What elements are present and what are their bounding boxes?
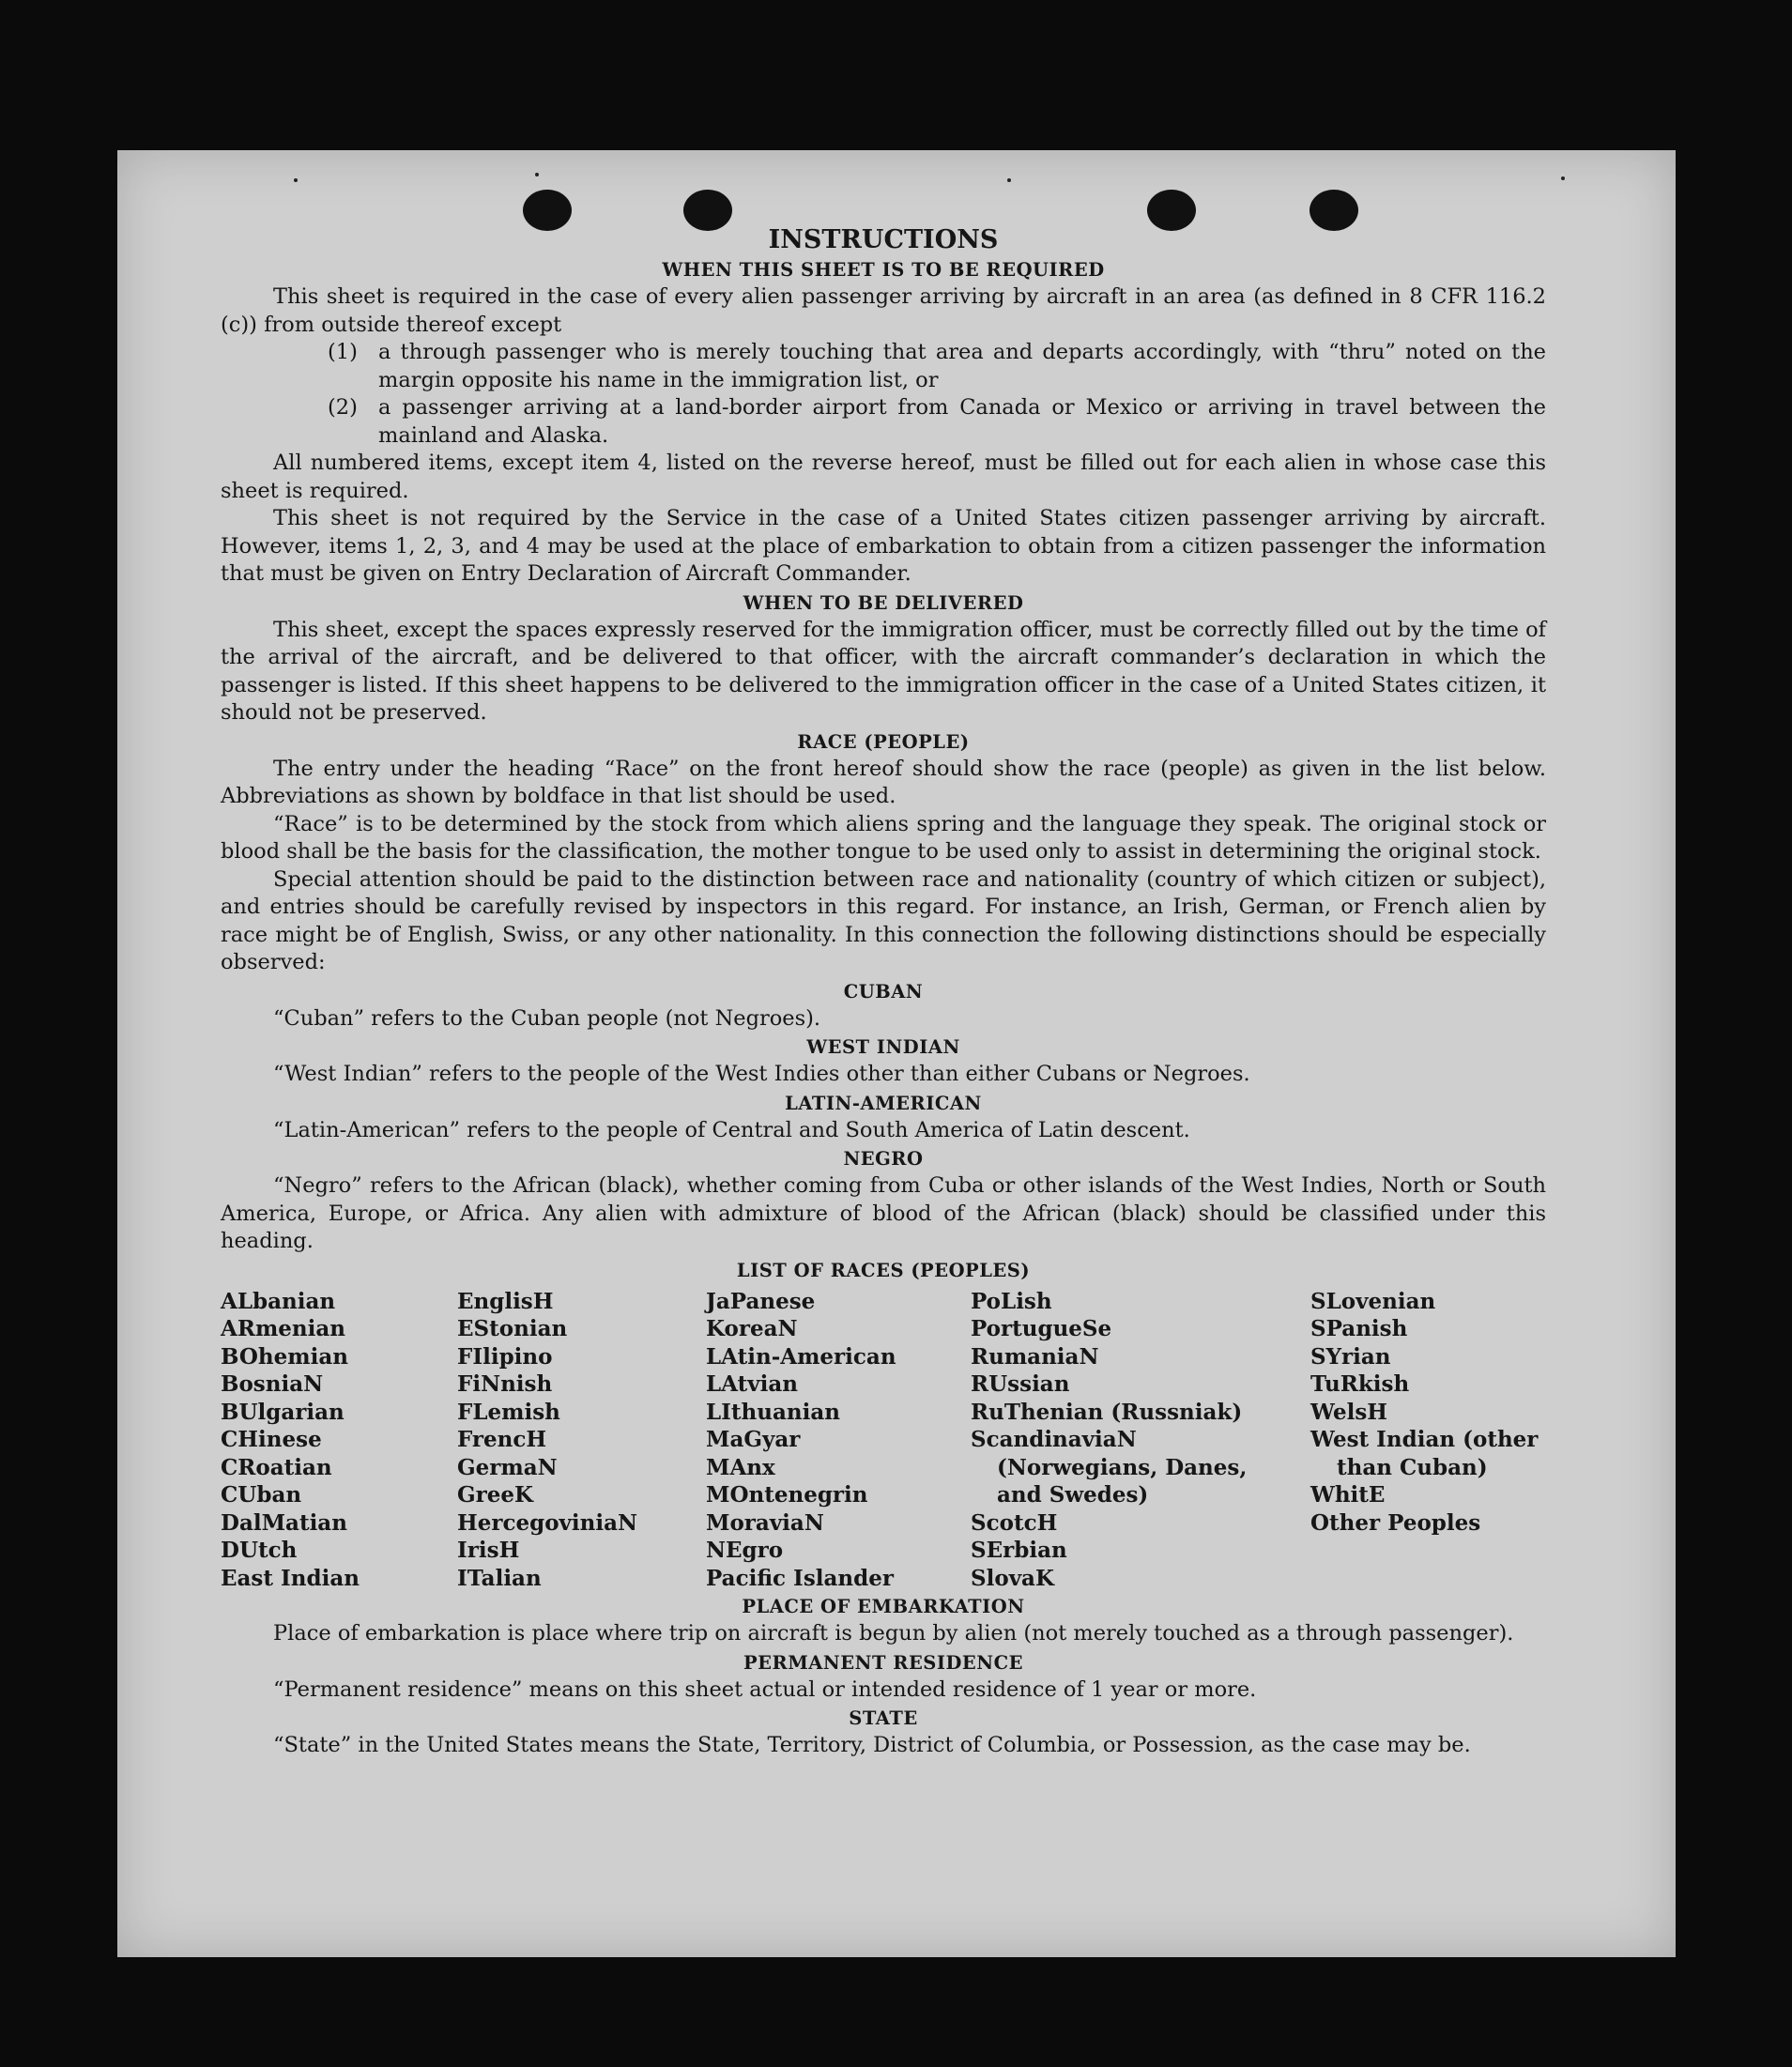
- race-entry: West Indian (other than Cuban): [1310, 1427, 1539, 1480]
- race-entry: SlovaK: [971, 1565, 1054, 1591]
- race-entry: GreeK: [457, 1482, 534, 1508]
- speck: [1007, 178, 1011, 182]
- race-entry: DalMatian: [221, 1509, 347, 1536]
- race-entry: East Indian: [221, 1565, 360, 1591]
- race-entry: CUban: [221, 1482, 302, 1508]
- heading-required: WHEN THIS SHEET IS TO BE REQUIRED: [662, 259, 1105, 281]
- paragraph-state: “State” in the United States means the State, Territory, District of Columbia, or Possession, as the case may be.: [273, 1733, 1471, 1757]
- race-entry: BosniaN: [221, 1371, 324, 1397]
- race-entry: EnglisH: [457, 1288, 554, 1314]
- race-entry: ALbanian: [221, 1288, 336, 1314]
- paragraph-latin-american: “Latin-American” refers to the people of Central and South America of Latin descent.: [273, 1117, 1190, 1142]
- race-entry: SYrian: [1310, 1343, 1391, 1370]
- race-entry: BUlgarian: [221, 1399, 345, 1425]
- exception-number: (1): [328, 340, 358, 364]
- race-entry: MoraviaN: [706, 1509, 824, 1536]
- race-entry: WhitE: [1310, 1482, 1386, 1508]
- race-entry: Other Peoples: [1310, 1509, 1481, 1536]
- heading-embarkation: PLACE OF EMBARKATION: [742, 1596, 1025, 1617]
- race-entry: SPanish: [1310, 1316, 1408, 1341]
- race-entry: TuRkish: [1310, 1371, 1410, 1397]
- race-entry: FIlipino: [457, 1343, 553, 1370]
- race-entry: CRoatian: [221, 1454, 332, 1480]
- race-entry: MaGyar: [706, 1427, 801, 1452]
- heading-west-indian: WEST INDIAN: [806, 1036, 960, 1058]
- races-column: [971, 1288, 1310, 1593]
- race-entry: KoreaN: [706, 1316, 798, 1341]
- heading-negro: NEGRO: [843, 1148, 924, 1170]
- race-entry: RumaniaN: [971, 1343, 1099, 1370]
- page-title: INSTRUCTIONS: [768, 225, 999, 254]
- paragraph-embarkation: Place of embarkation is place where trip on aircraft is begun by alien (not merely touched as a through passenger).: [273, 1621, 1514, 1646]
- paragraph-cuban: “Cuban” refers to the Cuban people (not Negroes).: [273, 1005, 821, 1031]
- race-entry: BOhemian: [221, 1343, 348, 1370]
- speck: [535, 173, 539, 176]
- heading-list-of-races: LIST OF RACES (PEOPLES): [736, 1259, 1031, 1281]
- race-entry: ScandinaviaN (Norwegians, Danes, and Swedes): [971, 1427, 1248, 1508]
- instructions-text: [221, 220, 1546, 1760]
- document-page: [117, 150, 1676, 1957]
- race-entry: IrisH: [457, 1538, 520, 1563]
- races-column: [1310, 1288, 1545, 1593]
- paragraph-permanent-residence: “Permanent residence” means on this sheet actual or intended residence of 1 year or more.: [273, 1677, 1257, 1702]
- race-entry: GermaN: [457, 1454, 558, 1480]
- race-entry: PoLish: [971, 1288, 1052, 1314]
- races-column: [221, 1288, 457, 1593]
- paragraph-race-1: The entry under the heading “Race” on the front hereof should show the race (people) as given in the list below. Abbreviations as shown by boldface in that list should be used.: [221, 756, 1546, 808]
- race-entry: ARmenian: [221, 1316, 346, 1341]
- speck: [1561, 176, 1565, 180]
- heading-permanent-residence: PERMANENT RESIDENCE: [743, 1651, 1023, 1674]
- paragraph-delivered: This sheet, except the spaces expressly reserved for the immigration officer, must be correctly filled out by the time of the arrival of the aircraft, and be delivered to that officer, with the aircraft commander’s declaration in which the passenger is listed. If this sheet happens to be delivered to the immigration officer in the case of a United States citizen, it should not be preserved.: [221, 617, 1546, 725]
- race-entry: NEgro: [706, 1538, 784, 1563]
- race-entry: MAnx: [706, 1454, 775, 1480]
- heading-latin-american: LATIN-AMERICAN: [785, 1092, 982, 1114]
- race-entry: FiNnish: [457, 1371, 553, 1397]
- race-entry: SLovenian: [1310, 1288, 1436, 1314]
- race-entry: SErbian: [971, 1538, 1067, 1563]
- race-entry: ScotcH: [971, 1509, 1058, 1536]
- races-column: [457, 1288, 706, 1593]
- exception-text: a through passenger who is merely touching that area and departs accordingly, with “thru” noted on the margin opposite his name in the immigration list, or: [378, 340, 1546, 392]
- races-list: [221, 1288, 1546, 1593]
- exception-number: (2): [328, 395, 358, 420]
- race-entry: FLemish: [457, 1399, 560, 1425]
- heading-state: STATE: [849, 1707, 918, 1729]
- paragraph-negro: “Negro” refers to the African (black), whether coming from Cuba or other islands of the West Indies, North or South America, Europe, or Africa. Any alien with admixture of blood of the African (black) should be classified under this heading.: [221, 1173, 1546, 1253]
- race-entry: LAtvian: [706, 1371, 798, 1397]
- race-entry: CHinese: [221, 1427, 322, 1452]
- paragraph-numbered-items: All numbered items, except item 4, listed on the reverse hereof, must be filled out for each alien in whose case this sheet is required.: [221, 451, 1546, 503]
- exception-text: a passenger arriving at a land-border airport from Canada or Mexico or arriving in travel between the mainland and Alaska.: [378, 395, 1546, 448]
- paragraph-citizen: This sheet is not required by the Service in the case of a United States citizen passenger arriving by aircraft. However, items 1, 2, 3, and 4 may be used at the place of embarkation to obtain from a citizen passenger the information that must be given on Entry Declaration of Aircraft Commander.: [221, 506, 1546, 586]
- race-entry: WelsH: [1310, 1399, 1388, 1425]
- race-entry: Pacific Islander: [706, 1565, 894, 1591]
- speck: [294, 178, 298, 182]
- heading-cuban: CUBAN: [843, 980, 924, 1003]
- paragraph-race-3: Special attention should be paid to the distinction between race and nationality (country of which citizen or subject), and entries should be carefully revised by inspectors in this regard. For instance, an Irish, German, or French alien by race might be of English, Swiss, or any other nationality. In this connection the following distinctions should be especially observed:: [221, 866, 1546, 974]
- race-entry: EStonian: [457, 1316, 568, 1341]
- race-entry: FrencH: [457, 1427, 547, 1452]
- race-entry: DUtch: [221, 1538, 298, 1563]
- race-entry: LIthuanian: [706, 1399, 840, 1425]
- race-entry: HercegoviniaN: [457, 1509, 638, 1536]
- race-entry: MOntenegrin: [706, 1482, 868, 1508]
- paragraph-race-2: “Race” is to be determined by the stock from which aliens spring and the language they speak. The original stock or blood shall be the basis for the classification, the mother tongue to be used only to assist in determining the original stock.: [221, 811, 1546, 864]
- race-entry: ITalian: [457, 1565, 542, 1591]
- race-entry: RUssian: [971, 1371, 1070, 1397]
- paragraph-west-indian: “West Indian” refers to the people of the West Indies other than either Cubans or Negroes.: [273, 1062, 1250, 1086]
- paragraph-required: This sheet is required in the case of every alien passenger arriving by aircraft in an area (as defined in 8 CFR 116.2 (c)) from outside thereof except: [221, 284, 1546, 337]
- race-entry: PortugueSe: [971, 1316, 1112, 1341]
- heading-race: RACE (PEOPLE): [797, 730, 970, 753]
- heading-delivered: WHEN TO BE DELIVERED: [743, 591, 1024, 614]
- race-entry: LAtin-American: [706, 1343, 896, 1370]
- race-entry: JaPanese: [706, 1288, 816, 1314]
- race-entry: RuThenian (Russniak): [971, 1399, 1243, 1425]
- exception-item: [328, 394, 1546, 450]
- exception-item: [328, 339, 1546, 394]
- races-column: [706, 1288, 971, 1593]
